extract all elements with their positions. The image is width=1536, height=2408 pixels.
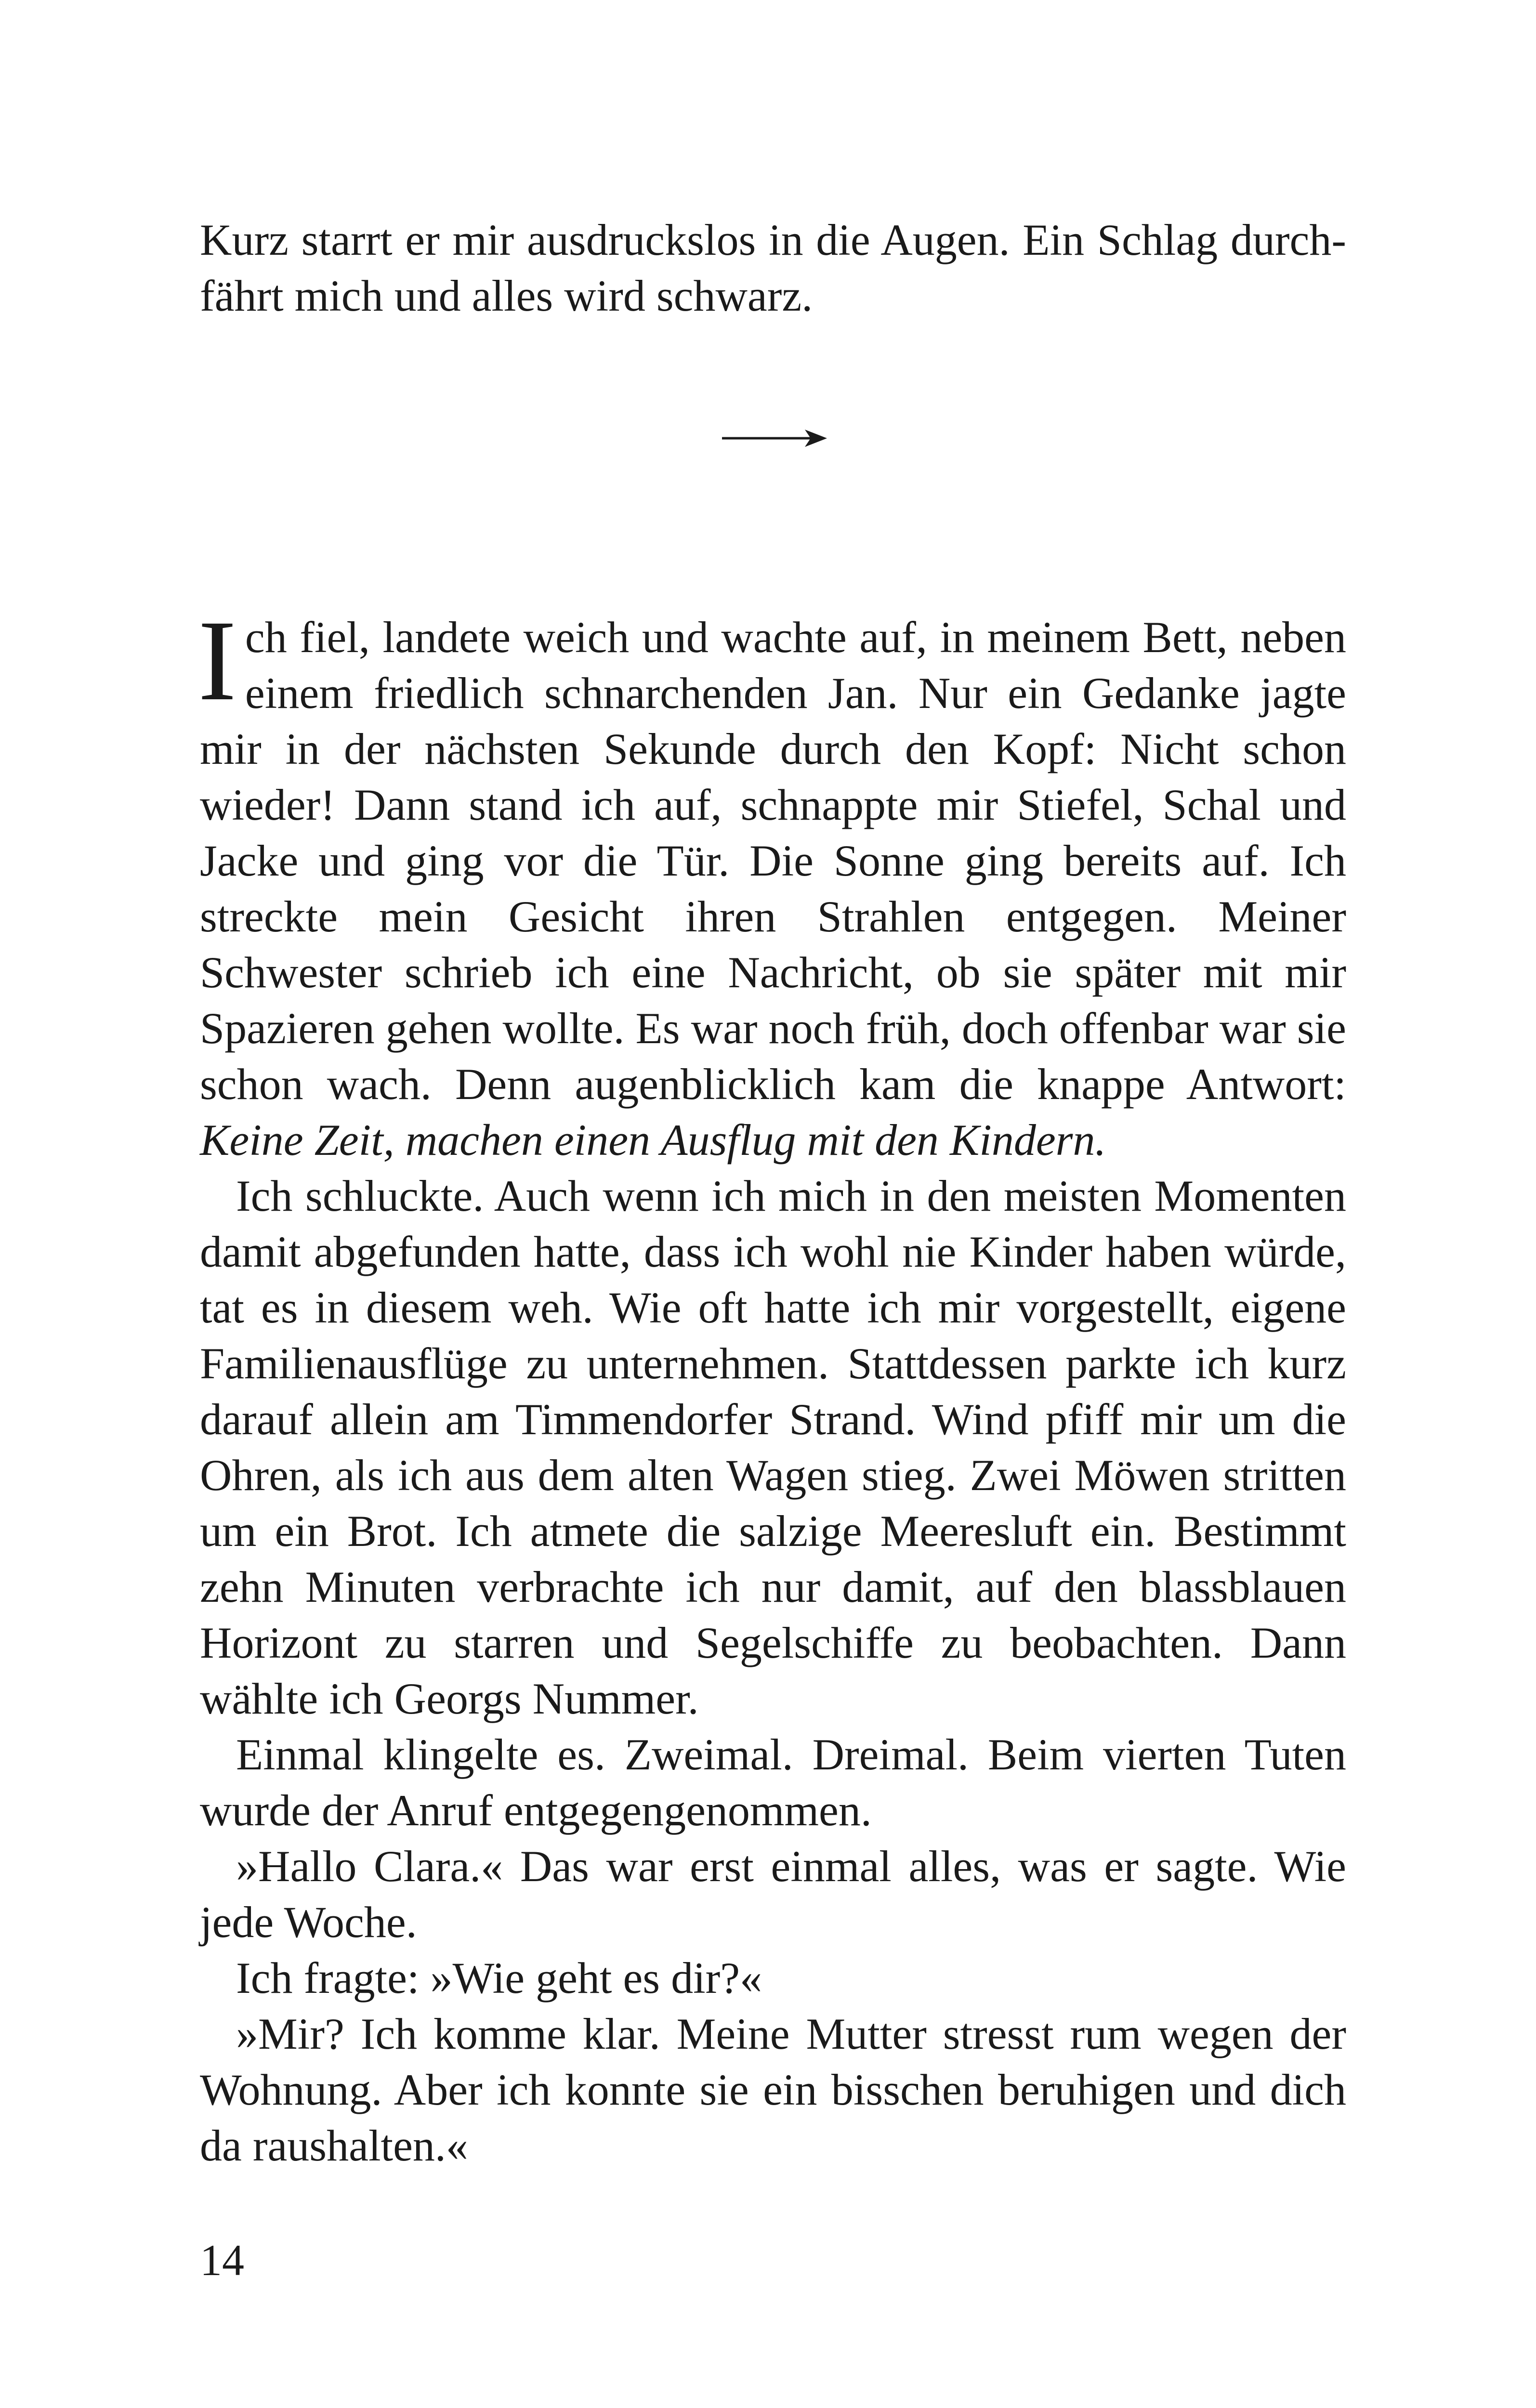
chapter-paragraph-6: »Mir? Ich komme klar. Meine Mutter stresst rum wegen der Wohnung. Aber ich konnte sie ein bisschen beruhigen und dich da raushalten.« [200, 2009, 1346, 2170]
paragraph-1-italic: Keine Zeit, machen einen Ausflug mit den Kindern. [200, 1115, 1106, 1165]
chapter-paragraph-4: »Hallo Clara.« Das war erst einmal alles, was er sagte. Wie jede Woche. [200, 1842, 1346, 1947]
chapter-section [198, 596, 1346, 2173]
intro-section [200, 212, 1346, 324]
intro-paragraph: Kurz starrt er mir ausdruckslos in die Augen. Ein Schlag durchfährt mich und alles wird schwarz. [200, 215, 1346, 320]
page-number: 14 [200, 2236, 244, 2285]
chapter-paragraph-3: Einmal klingelte es. Zweimal. Dreimal. Beim vierten Tuten wurde der Anruf entgegengenommen. [200, 1730, 1346, 1835]
chapter-paragraph-5: Ich fragte: »Wie geht es dir?« [236, 1953, 762, 2002]
chapter-paragraph-1 [198, 596, 1346, 1168]
paragraph-1-text: ch fiel, landete weich und wachte auf, in meinem Bett, neben einem friedlich schnarchenden Jan. Nur ein Gedanke jagte mir in der nächsten Sekunde durch den Kopf: Nicht schon wieder! Dann stand ich auf, schnappte mir Stiefel, Schal und Jacke und ging vor die Tür. Die Sonne ging bereits auf. Ich streckte mein Gesicht ihren Strahlen entgegen. Meiner Schwester schrieb ich eine Nachricht, ob sie später mit mir Spazieren gehen wollte. Es war noch früh, doch offenbar war sie schon wach. Denn augenblicklich kam die knappe Antwort: [200, 613, 1346, 1109]
right-arrow-icon [720, 424, 831, 453]
chapter-paragraph-2: Ich schluckte. Auch wenn ich mich in den meisten Momenten damit abgefunden hatte, dass ich wohl nie Kinder haben würde, tat es in diesem weh. Wie oft hatte ich mir vorgestellt, eigene Familienausflüge zu unternehmen. Stattdessen parkte ich kurz darauf allein am Timmendorfer Strand. Wind pfiff mir um die Ohren, als ich aus dem alten Wagen stieg. Zwei Möwen stritten um ein Brot. Ich atmete die salzige Meeresluft ein. Bestimmt zehn Minuten verbrachte ich nur damit, auf den blassblauen Horizont zu starren und Segelschiffe zu beobachten. Dann wählte ich Georgs Nummer. [200, 1171, 1346, 1723]
drop-cap: I [198, 596, 236, 724]
